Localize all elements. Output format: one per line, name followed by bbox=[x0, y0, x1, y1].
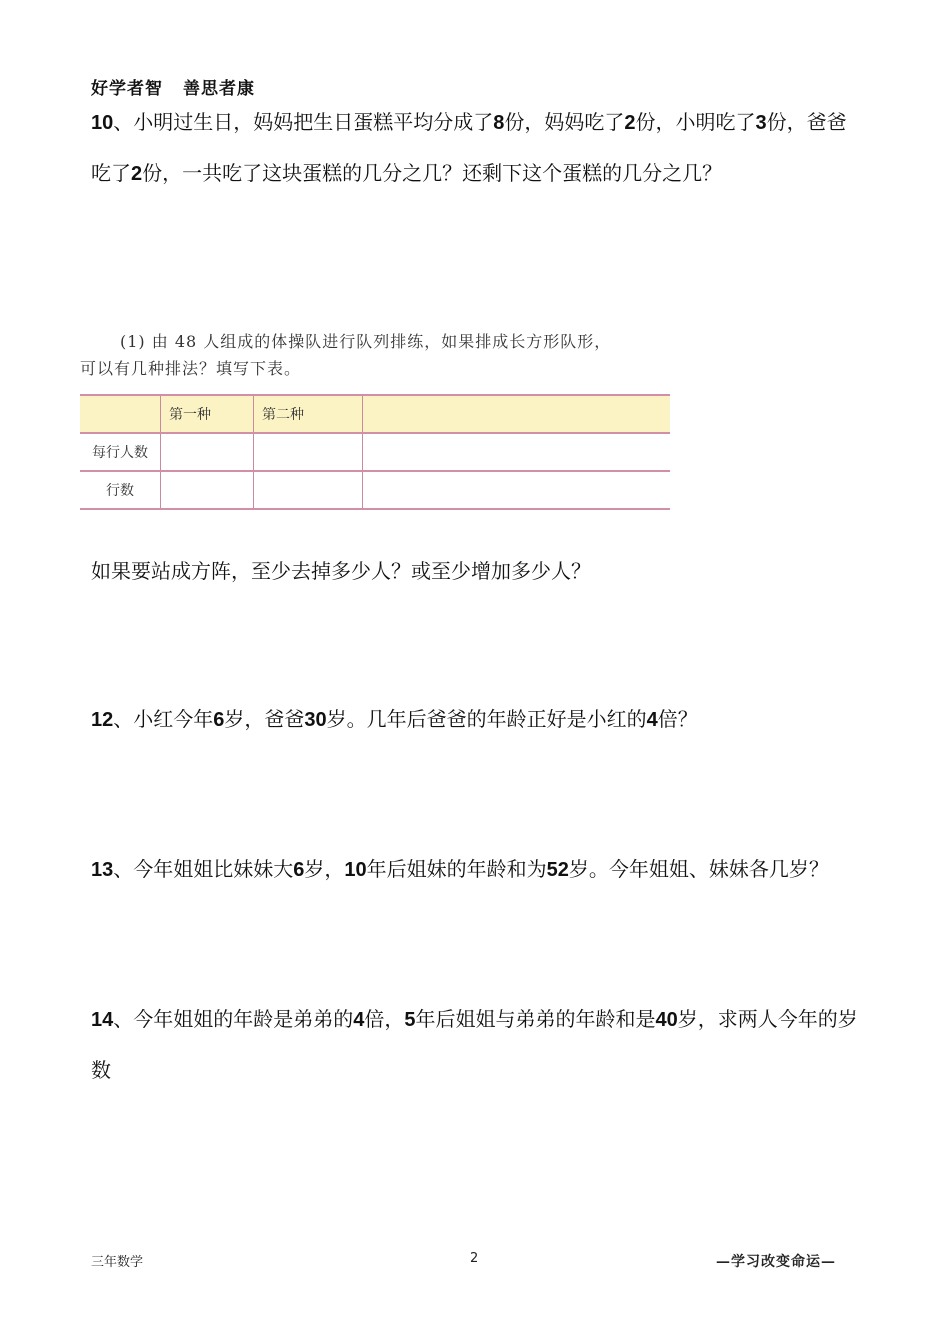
question-text: 、今年姐姐的年龄是弟弟的 bbox=[113, 1007, 354, 1031]
question-text: 、今年姐姐比妹妹大 bbox=[113, 857, 294, 881]
question-14 bbox=[91, 994, 863, 1095]
footer-slogan: —学习改变命运— bbox=[716, 1254, 836, 1270]
question-text: 岁。今年姐姐、妹妹各几岁？ bbox=[568, 857, 829, 881]
question-text: 份，一共吃了这块蛋糕的几分之几？还剩下这个蛋糕的几分之几？ bbox=[142, 161, 723, 185]
table-header-cell bbox=[363, 395, 671, 433]
table-header-cell: 第一种 bbox=[161, 395, 254, 433]
table-header-row bbox=[80, 395, 670, 433]
table-header-cell: 第二种 bbox=[254, 395, 363, 433]
page-header-motto bbox=[91, 74, 255, 99]
question-text: 年后姐妹的年龄和为 bbox=[366, 857, 547, 881]
number: 4 bbox=[646, 709, 658, 731]
question-number: 14 bbox=[91, 1009, 114, 1031]
number: 8 bbox=[493, 112, 505, 134]
textbook-scan-excerpt bbox=[80, 328, 672, 510]
question-text: 份，爸爸吃了 bbox=[91, 110, 847, 185]
scan-intro-line-1: (1) 由 48 人组成的体操队进行队列排练，如果排成长方形队形， bbox=[120, 332, 612, 351]
number: 40 bbox=[655, 1009, 678, 1031]
question-text: 岁。几年后爸爸的年龄正好是小红的 bbox=[326, 707, 647, 731]
question-text: 份，妈妈吃了 bbox=[504, 110, 625, 134]
question-text: 倍， bbox=[364, 1007, 405, 1031]
table-cell[interactable] bbox=[254, 433, 363, 471]
table-cell[interactable] bbox=[161, 471, 254, 509]
arrangement-table bbox=[80, 394, 670, 510]
question-text: 岁，爸爸 bbox=[224, 707, 305, 731]
question-13 bbox=[91, 844, 863, 895]
table-cell[interactable] bbox=[254, 471, 363, 509]
number: 3 bbox=[755, 112, 767, 134]
question-text: 岁， bbox=[304, 857, 345, 881]
table-row bbox=[80, 471, 670, 509]
question-number: 13 bbox=[91, 859, 114, 881]
number: 10 bbox=[344, 859, 367, 881]
question-text: 年后姐姐与弟弟的年龄和是 bbox=[415, 1007, 656, 1031]
question-text: 倍？ bbox=[657, 707, 698, 731]
table-row bbox=[80, 433, 670, 471]
table-cell[interactable] bbox=[363, 471, 671, 509]
footer-subject: 三年数学 bbox=[91, 1255, 144, 1270]
number: 2 bbox=[624, 112, 636, 134]
number: 5 bbox=[404, 1009, 416, 1031]
number: 6 bbox=[213, 709, 225, 731]
question-text: 、小红今年 bbox=[113, 707, 214, 731]
number: 2 bbox=[131, 163, 143, 185]
scan-intro-line-2: 可以有几种排法？填写下表。 bbox=[80, 359, 302, 378]
question-number: 12 bbox=[91, 709, 114, 731]
question-text: 、小明过生日，妈妈把生日蛋糕平均分成了 bbox=[113, 110, 494, 134]
table-row-label: 每行人数 bbox=[92, 445, 148, 461]
number: 30 bbox=[304, 709, 327, 731]
page-number: 2 bbox=[470, 1251, 479, 1266]
question-11-followup: 如果要站成方阵，至少去掉多少人？或至少增加多少人？ bbox=[91, 559, 591, 583]
header-motto-right: 善思者康 bbox=[183, 79, 255, 99]
table-cell[interactable] bbox=[161, 433, 254, 471]
scan-intro bbox=[80, 328, 672, 382]
table-header-cell bbox=[80, 395, 161, 433]
question-12 bbox=[91, 694, 863, 745]
question-text: 岁，求两人今年的岁数 bbox=[91, 1007, 858, 1082]
number: 6 bbox=[293, 859, 305, 881]
question-text: 份，小明吃了 bbox=[635, 110, 756, 134]
question-10 bbox=[91, 97, 863, 199]
table-cell[interactable] bbox=[363, 433, 671, 471]
number: 52 bbox=[546, 859, 569, 881]
question-number: 10 bbox=[91, 112, 114, 134]
number: 4 bbox=[353, 1009, 365, 1031]
table-row-label: 行数 bbox=[106, 483, 134, 499]
header-motto-left: 好学者智 bbox=[91, 79, 163, 99]
